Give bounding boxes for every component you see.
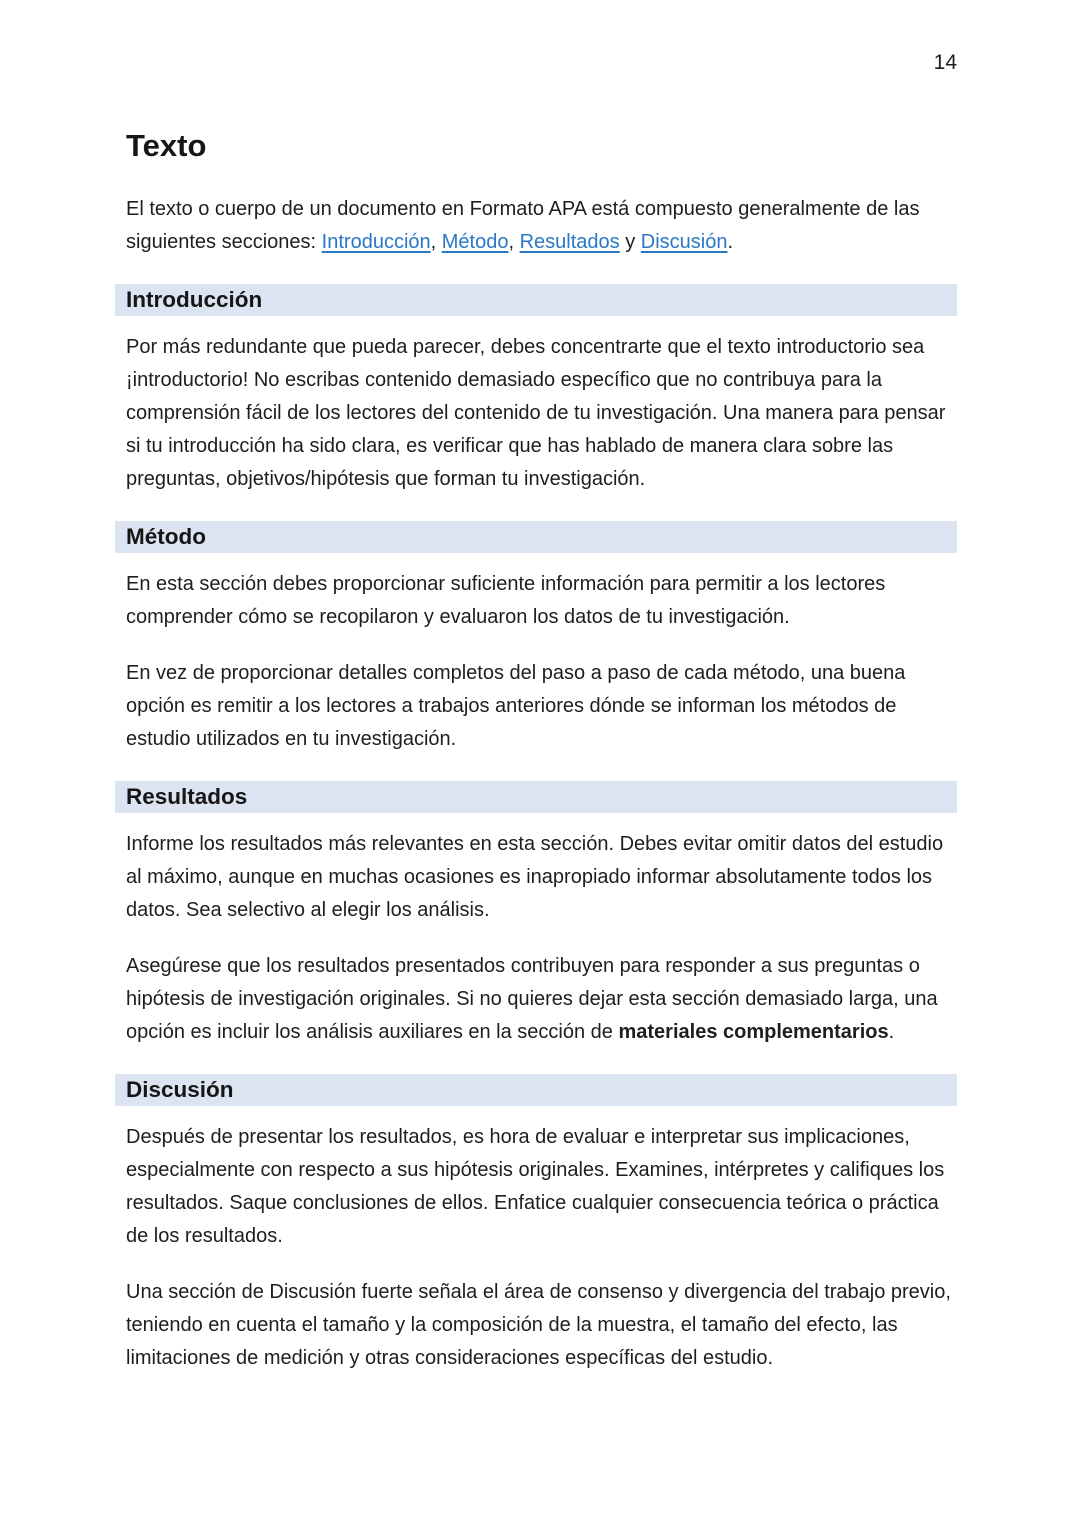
- metodo-paragraph-2: En vez de proporcionar detalles completos del paso a paso de cada método, una buena opción es remitir a los lectores a trabajos anteriores dónde se informan los métodos de estudio utilizados en tu investigación.: [126, 662, 906, 750]
- discusion-paragraph-2: Una sección de Discusión fuerte señala el área de consenso y divergencia del trabajo previo, teniendo en cuenta el tamaño y la composición de la muestra, el tamaño del efecto, las limitaciones de medición y otras consideraciones específicas del estudio.: [126, 1281, 951, 1369]
- bold-materiales-complementarios: materiales complementarios: [618, 1021, 889, 1043]
- link-metodo[interactable]: Método: [441, 231, 509, 253]
- separator-comma: ,: [430, 231, 442, 253]
- discusion-paragraph-1: Después de presentar los resultados, es hora de evaluar e interpretar sus implicaciones, especialmente con respecto a sus hipótesis originales. Examines, intérpretes y califiques los resultados. Saque conclusiones de ellos. Enfatice cualquier consecuencia teórica o práctica de los resultados.: [126, 1126, 945, 1247]
- introduccion-paragraph: Por más redundante que pueda parecer, debes concentrarte que el texto introductorio sea ¡introductorio! No escribas contenido demasiado específico que no contribuya para la comprensión fácil de los lectores del contenido de tu investigación. Una manera para pensar si tu introducción ha sido clara, es verificar que has hablado de manera clara sobre las preguntas, objetivos/hipótesis que forman tu investigación.: [126, 336, 946, 490]
- separator-y: y: [619, 231, 641, 253]
- sentence-period: .: [727, 231, 734, 253]
- link-introduccion[interactable]: Introducción: [321, 231, 431, 253]
- page-number: 14: [933, 51, 957, 74]
- section-heading-discusion: Discusión: [115, 1074, 957, 1106]
- link-discusion[interactable]: Discusión: [640, 231, 728, 253]
- metodo-paragraph-1: En esta sección debes proporcionar suficiente información para permitir a los lectores comprender cómo se recopilaron y evaluaron los datos de tu investigación.: [126, 573, 886, 628]
- link-resultados[interactable]: Resultados: [519, 231, 620, 253]
- page-title: Texto: [126, 128, 207, 163]
- sentence-period: .: [888, 1021, 895, 1043]
- resultados-paragraph-2: [126, 950, 957, 1049]
- section-heading-metodo: Método: [115, 521, 957, 553]
- page-content: [126, 129, 957, 1375]
- resultados-paragraph-1: Informe los resultados más relevantes en esta sección. Debes evitar omitir datos del estudio al máximo, aunque en muchas ocasiones es inapropiado informar absolutamente todos los datos. Sea selectivo al elegir los análisis.: [126, 833, 944, 921]
- separator-comma: ,: [508, 231, 520, 253]
- section-heading-resultados: Resultados: [115, 781, 957, 813]
- intro-lead-text: El texto o cuerpo de un documento en Formato APA está compuesto generalmente de las siguientes secciones:: [126, 198, 920, 253]
- resultados-p2-text: Asegúrese que los resultados presentados contribuyen para responder a sus preguntas o hipótesis de investigación originales. Si no quieres dejar esta sección demasiado larga, una opción es incluir los análisis auxiliares en la sección de: [126, 955, 938, 1043]
- intro-paragraph: [126, 193, 957, 259]
- section-heading-introduccion: Introducción: [115, 284, 957, 316]
